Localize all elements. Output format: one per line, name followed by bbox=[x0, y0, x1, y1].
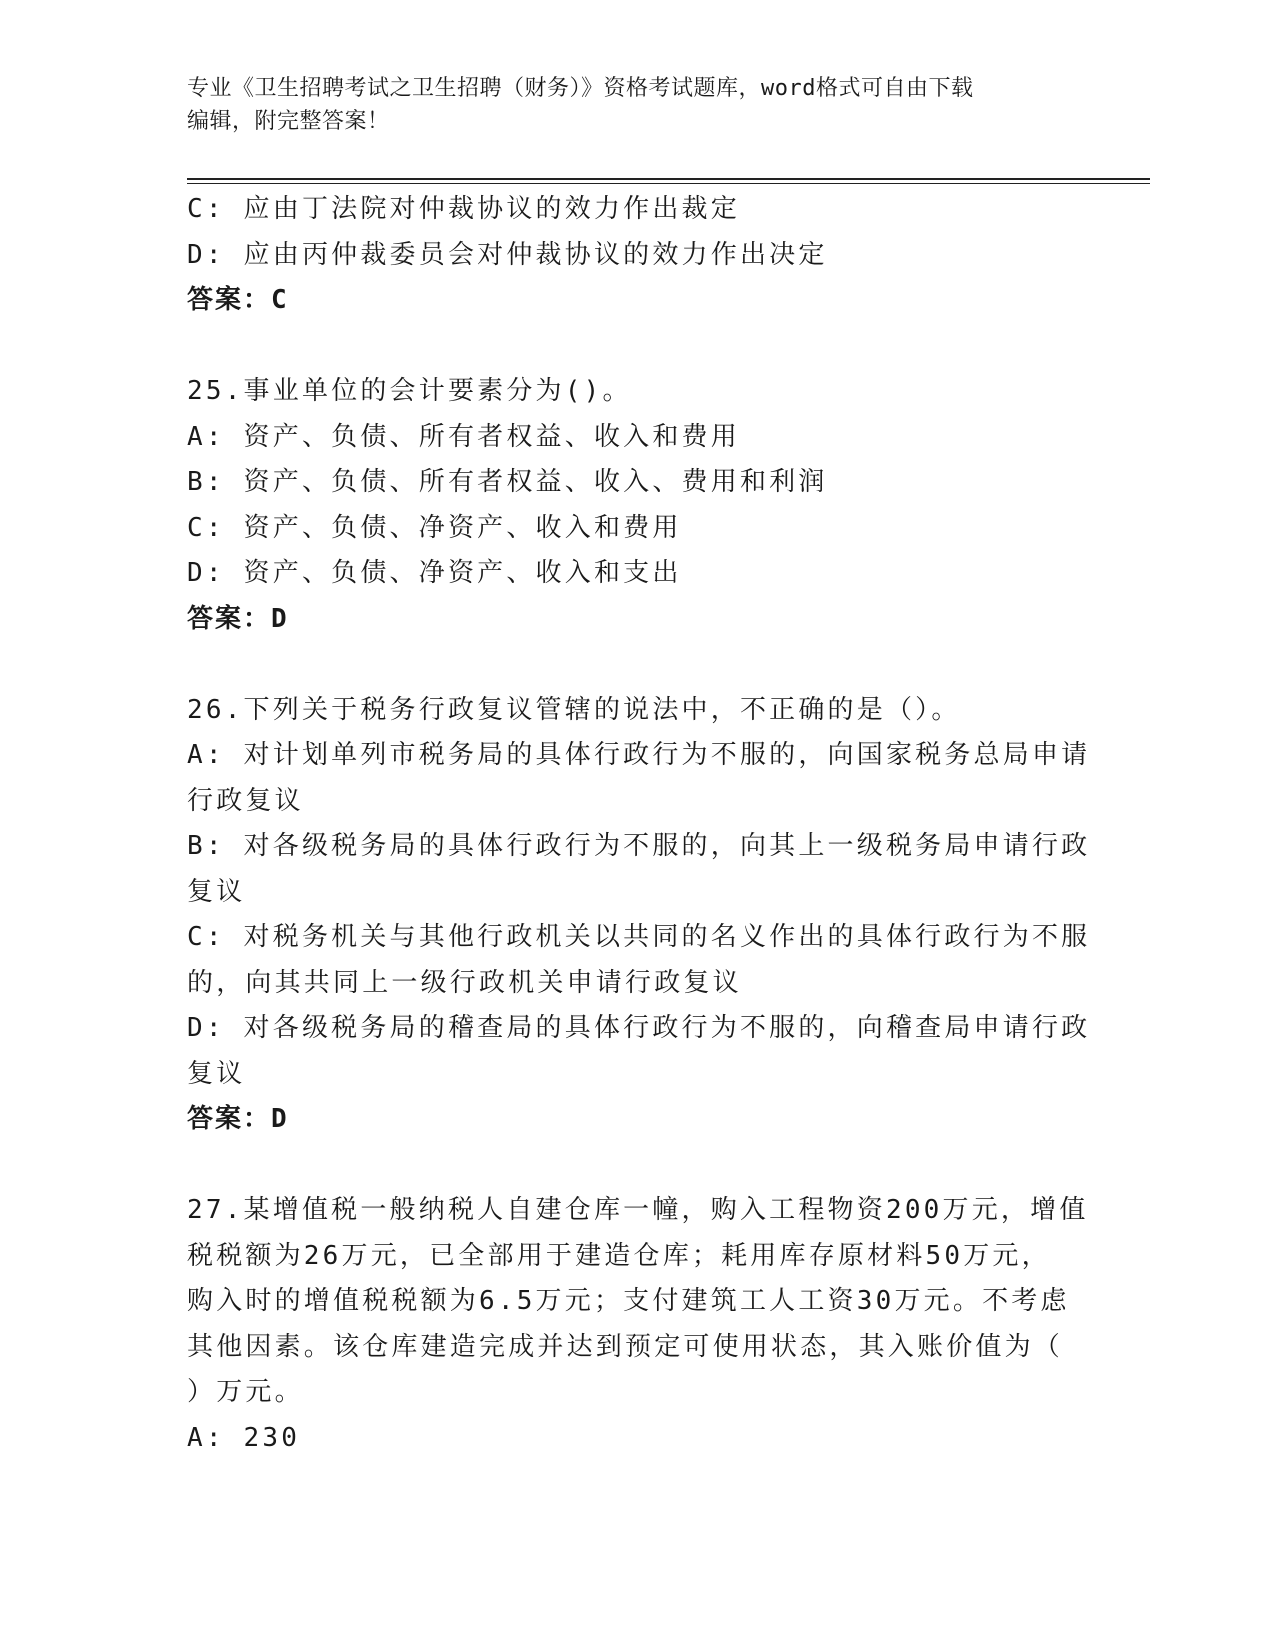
q26-option-c-line-2: 的，向其共同上一级行政机关申请行政复议 bbox=[187, 967, 742, 998]
spacer bbox=[187, 324, 1087, 370]
q27-stem-line-4: 其他因素。该仓库建造完成并达到预定可使用状态，其入账价值为（ bbox=[187, 1331, 1064, 1362]
q26-option-c-line-1: C: 对税务机关与其他行政机关以共同的名义作出的具体行政行为不服 bbox=[187, 922, 1091, 952]
header-line-1: 专业《卫生招聘考试之卫生招聘（财务）》资格考试题库，word格式可自由下载 bbox=[187, 76, 974, 101]
header-line-2: 编辑，附完整答案！ bbox=[187, 109, 390, 134]
question-list bbox=[187, 187, 1091, 1461]
q24-option-d: D: 应由丙仲裁委员会对仲裁协议的效力作出决定 bbox=[187, 239, 828, 270]
question-24-tail bbox=[187, 187, 1087, 324]
q27-stem-line-1: 27.某增值税一般纳税人自建仓库一幢，购入工程物资200万元，增值 bbox=[187, 1195, 1089, 1225]
question-26 bbox=[187, 688, 1091, 1143]
spacer bbox=[187, 1143, 1087, 1189]
q27-option-a: A: 230 bbox=[187, 1422, 301, 1453]
q25-option-d: D: 资产、负债、净资产、收入和支出 bbox=[187, 558, 682, 588]
q26-option-b-line-1: B: 对各级税务局的具体行政行为不服的，向其上一级税务局申请行政 bbox=[187, 831, 1091, 861]
q26-option-a-line-1: A: 对计划单列市税务局的具体行政行为不服的，向国家税务总局申请 bbox=[187, 740, 1091, 770]
q26-option-b-line-2: 复议 bbox=[187, 876, 246, 907]
q25-option-a: A: 资产、负债、所有者权益、收入和费用 bbox=[187, 421, 740, 452]
q26-option-d-line-1: D: 对各级税务局的稽查局的具体行政行为不服的，向稽查局申请行政 bbox=[187, 1013, 1091, 1043]
q25-stem: 25.事业单位的会计要素分为()。 bbox=[187, 376, 632, 406]
header-divider-thick bbox=[187, 178, 1150, 180]
q24-answer: 答案：C bbox=[187, 285, 289, 315]
q26-option-d-line-2: 复议 bbox=[187, 1058, 246, 1089]
q25-option-c: C: 资产、负债、净资产、收入和费用 bbox=[187, 512, 682, 543]
q24-option-c: C: 应由丁法院对仲裁协议的效力作出裁定 bbox=[187, 194, 740, 224]
q26-answer: 答案：D bbox=[187, 1104, 289, 1134]
document-header bbox=[187, 72, 1067, 138]
q26-stem: 26.下列关于税务行政复议管辖的说法中，不正确的是（）。 bbox=[187, 694, 961, 725]
q25-option-b: B: 资产、负债、所有者权益、收入、费用和利润 bbox=[187, 467, 828, 497]
q26-option-a-line-2: 行政复议 bbox=[187, 785, 304, 816]
q27-stem-line-3: 购入时的增值税税额为6.5万元；支付建筑工人工资30万元。不考虑 bbox=[187, 1286, 1070, 1316]
spacer bbox=[187, 642, 1087, 688]
question-25 bbox=[187, 369, 1087, 642]
header-divider-thin bbox=[187, 183, 1150, 184]
q27-stem-line-5: ）万元。 bbox=[187, 1377, 304, 1407]
q27-stem-line-2: 税税额为26万元，已全部用于建造仓库；耗用库存原材料50万元， bbox=[187, 1240, 1051, 1271]
q25-answer: 答案：D bbox=[187, 603, 289, 634]
question-27 bbox=[187, 1188, 1087, 1461]
